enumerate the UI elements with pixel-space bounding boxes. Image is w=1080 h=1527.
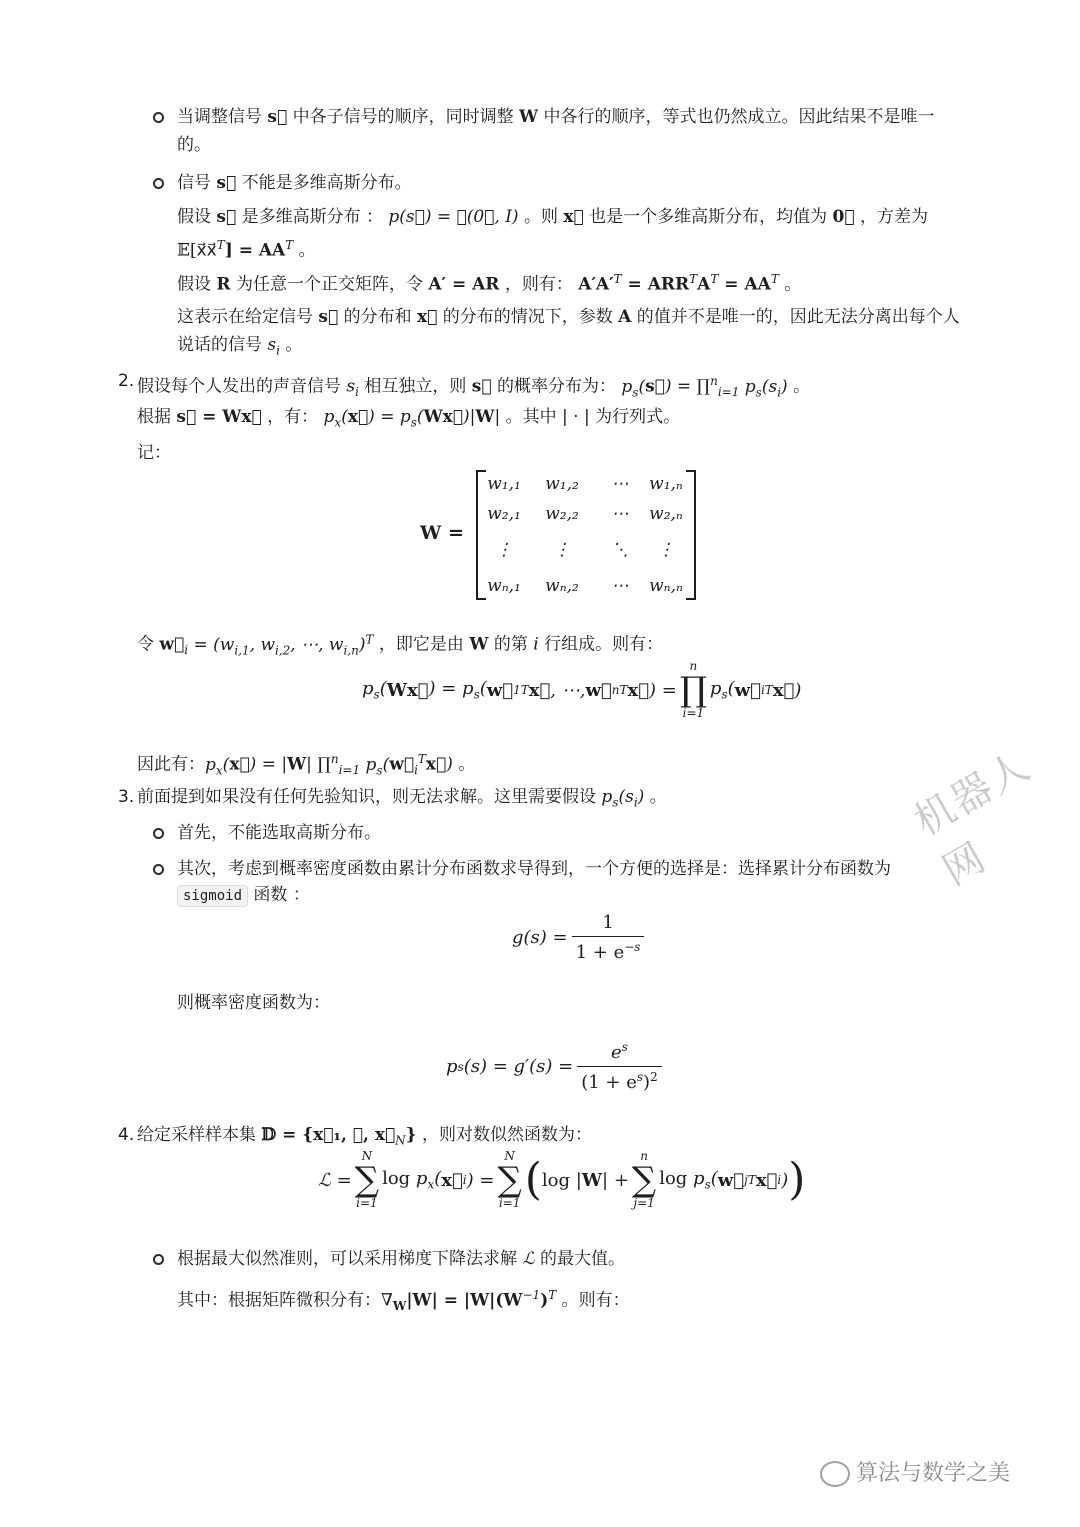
- pdf-equation: p s (s) = g′(s) = $\frac{e^s}{(1 + e^s)^2}$: [446, 1040, 666, 1093]
- matrix-cell: w₂,₂: [545, 504, 579, 524]
- item-2-line-1: 假设每个人发出的声音信号 $s_i$ 相互独立，则 s⃗ 的概率分布为： $p_s(s⃗)$ = ∏$^n_{i=1}$ $p_s(s_i)$ 。: [137, 374, 811, 400]
- item-3-bullet-2: 其次，考虑到概率密度函数由累计分布函数求导得到，一个方便的选择是：选择累计分布函数为: [177, 859, 891, 879]
- matrix-cell: ⋱: [611, 540, 629, 560]
- item-4-bullet-1-detail: 其中：根据矩阵微积分有：$\nabla_W|W| = |W|(W^{-1})^T$ 。则有：: [177, 1288, 630, 1314]
- item-3-bullet-1: 首先，不能选取高斯分布。: [177, 823, 381, 843]
- gauss-line-4: 这表示在给定信号 s⃗ 的分布和 x⃗ 的分布的情况下，参数 A 的值并不是唯一的，因此无法分离出每个人: [177, 307, 960, 327]
- footer-text: 算法与数学之美: [856, 1461, 1011, 1486]
- bullet-text-order: 当调整信号 s⃗ 中各子信号的顺序，同时调整 W 中各行的顺序，等式也仍然成立。因此结果不是唯一: [177, 107, 935, 127]
- item-2-line-2: 根据 s⃗ = Wx⃗ ，有： $p_x(x⃗)$ = $p_s(Wx⃗)|W|$ 。其中 | · | 为行列式。: [137, 407, 681, 430]
- item-3-bullet-2-cont: sigmoid 函数 ：: [177, 884, 310, 907]
- bullet-text-gaussian: 信号 s⃗ 不能是多维高斯分布。: [177, 173, 412, 193]
- bullet-icon: [153, 112, 164, 123]
- item-2-line-4: 令 $w⃗_i = (w_{i,1}$, $w_{i,2}$, ⋯, $w_{i,n})^T$ ，即它是由 W 的第 i 行组成。则有：: [137, 632, 664, 658]
- matrix-cell: w₂,₁: [487, 504, 521, 524]
- pdf-intro: 则概率密度函数为：: [177, 993, 330, 1013]
- matrix-cell: ⋮: [553, 540, 571, 560]
- footer-brand: [820, 1456, 1010, 1487]
- bullet-icon: [153, 1254, 164, 1265]
- item-4-text: 给定采样样本集 𝔻 = {x⃗₁, ⋯, $x⃗_N$} ，则对数似然函数为：: [137, 1125, 593, 1148]
- matrix-cell: w₂,ₙ: [649, 504, 683, 524]
- item-4-number: 4.: [118, 1125, 135, 1145]
- gauss-line-2: 𝔼[x⃗x⃗$^T$] = $AA^T$ 。: [177, 238, 316, 261]
- matrix-cell: w₁,ₙ: [649, 474, 683, 494]
- item-3-number: 3.: [118, 787, 135, 807]
- log-likelihood-equation: ℒ = N ∑ i=1 $\log p_x$( x⃗ i ) = N ∑ i=1 ( log | W | + n ∑ j=1 $\log p_s$( w⃗ j T x⃗ i ) ): [318, 1149, 806, 1210]
- gauss-line-1: 假设 s⃗ 是多维高斯分布 ： p(s⃗) = 𝒩(0⃗, I) 。则 x⃗ 也是一个多维高斯分布，均值为 0⃗ ，方差为: [177, 207, 928, 227]
- sigmoid-equation: g(s) = $\frac{1}{1 + e^{-s}}$: [512, 912, 648, 963]
- matrix-cell: ⋯: [611, 576, 629, 596]
- sigmoid-code: sigmoid: [177, 885, 248, 907]
- matrix-cell: ⋮: [657, 540, 675, 560]
- watermark-text: 机器人网: [906, 742, 1039, 895]
- matrix-cell: w₁,₂: [545, 474, 579, 494]
- item-2-note: 记：: [137, 443, 171, 463]
- matrix-cell: wₙ,₁: [487, 576, 521, 596]
- matrix-cell: ⋯: [611, 504, 629, 524]
- matrix-cell: ⋮: [495, 540, 513, 560]
- product-equation: $p_s$( Wx⃗ ) = $p_s$( w⃗ 1 T x⃗ , ⋯, w⃗ n T x⃗ ) = n ∏ i=1 $p_s$( w⃗ i T x⃗ ): [362, 659, 802, 720]
- matrix-cell: wₙ,ₙ: [649, 576, 683, 596]
- matrix-cell: ⋯: [611, 474, 629, 494]
- matrix-cell: w₁,₁: [487, 474, 521, 494]
- bullet-text-order-cont: 的。: [177, 135, 211, 155]
- gauss-line-3: 假设 R 为任意一个正交矩阵，令 A′ = AR ，则有： $A'A'^T = ARR^TA^T = AA^T$ 。: [177, 272, 802, 295]
- item-4-bullet-1: 根据最大似然准则，可以采用梯度下降法求解 ℒ 的最大值。: [177, 1249, 626, 1269]
- item-2-number: 2.: [118, 371, 135, 391]
- item-2-line-5: 因此有：$p_x(x⃗) = |W|$ ∏$^n_{i=1}$ $p_s(w⃗_i^Tx⃗)$ 。: [137, 752, 476, 778]
- bullet-icon: [153, 864, 164, 875]
- item-3-text: 前面提到如果没有任何先验知识，则无法求解。这里需要假设 $p_s(s_i)$ 。: [137, 787, 667, 810]
- bullet-icon: [153, 828, 164, 839]
- matrix-lhs: W =: [420, 522, 464, 544]
- matrix-cell: wₙ,₂: [545, 576, 579, 596]
- bullet-icon: [153, 178, 164, 189]
- wechat-icon: [820, 1461, 850, 1487]
- gauss-line-5: 说话的信号 $s_i$ 。: [177, 335, 303, 358]
